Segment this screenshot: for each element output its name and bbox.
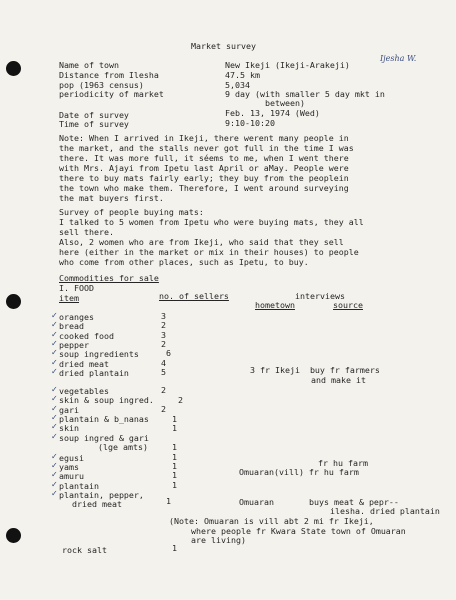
page-title: Market survey [191,41,256,51]
list-item: rock salt [62,545,107,555]
seller-count: 3 [161,311,166,321]
list-item: yams [59,462,79,472]
list-item: skin [59,423,79,433]
list-item: soup ingredients [59,349,139,359]
column-interviews: interviews [295,291,345,301]
note-line: the market, and the stalls never got full in the time I was [59,143,354,153]
header-value-periodicity: 9 day (with smaller 5 day mkt in [225,89,385,99]
seller-count: 1 [172,480,177,490]
note-line: there. It was more full, it séems to me, when I went there [59,153,349,163]
list-item: dried plantain [59,368,129,378]
seller-count: 2 [161,385,166,395]
seller-count: 1 [172,470,177,480]
column-hometown: hometown [255,300,295,310]
list-item: amuru [59,471,84,481]
seller-count: 2 [178,395,183,405]
list-item: dried meat [72,499,122,509]
check-mark-icon: ✓ [51,470,58,479]
check-mark-icon: ✓ [51,320,58,329]
seller-count: 2 [161,320,166,330]
seller-count: 1 [172,414,177,424]
note-line: with Mrs. Ajayi from Ipetu last April or aMay. People were [59,163,349,173]
list-item: vegetables [59,386,109,396]
interview-note: where people fr Kwara State town of Omuaran [191,526,406,536]
check-mark-icon: ✓ [51,422,58,431]
note-line: there to buy mats fairly early; they buy from the peoplein [59,173,349,183]
seller-count: 5 [161,367,166,377]
check-mark-icon: ✓ [51,385,58,394]
check-mark-icon: ✓ [51,404,58,413]
check-mark-icon: ✓ [51,452,58,461]
seller-count: 6 [166,348,171,358]
check-mark-icon: ✓ [51,461,58,470]
seller-count: 4 [161,358,166,368]
survey-line: I talked to 5 women from Ipetu who were buying mats, they all [59,217,364,227]
interview-note: Omuaran(vill) fr hu farm [239,467,359,477]
header-value-pop: 5,034 [225,80,250,90]
header-value-date: Feb. 13, 1974 (Wed) [225,108,320,118]
check-mark-icon: ✓ [51,367,58,376]
list-item: skin & soup ingred. [59,395,154,405]
check-mark-icon: ✓ [51,358,58,367]
check-mark-icon: ✓ [51,489,58,498]
check-mark-icon: ✓ [51,330,58,339]
header-label-time: Time of survey [59,119,129,129]
header-label-periodicity: periodicity of market [59,89,164,99]
binder-hole-bottom [6,528,21,543]
handwritten-annotation: Ijesha W. [380,54,417,63]
header-label-distance: Distance from Ilesha [59,70,159,80]
binder-hole-top [6,61,21,76]
seller-count: 1 [172,452,177,462]
list-item: pepper [59,340,89,350]
note-line: Note: When I arrived in Ikeji, there werent many people in [59,133,349,143]
list-item: dried meat [59,359,109,369]
list-item: plantain & b_nanas [59,414,149,424]
interview-note: and make it [311,375,366,385]
seller-count: 1 [166,496,171,506]
check-mark-icon: ✓ [51,339,58,348]
list-item: bread [59,321,84,331]
section-food: I. FOOD [59,283,94,293]
survey-line: Also, 2 women who are from Ikeji, who said that they sell [59,237,344,247]
column-sellers: no. of sellers [159,291,229,301]
header-value-distance: 47.5 km [225,70,260,80]
interview-note: 3 fr Ikeji buy fr farmers [250,365,380,375]
header-label-date: Date of survey [59,110,129,120]
check-mark-icon: ✓ [51,348,58,357]
header-label-pop: pop (1963 census) [59,80,144,90]
check-mark-icon: ✓ [51,432,58,441]
interview-note: are living) [191,535,246,545]
list-item: plantain [59,481,99,491]
interview-note: Omuaran [239,497,274,507]
seller-count: 1 [172,461,177,471]
seller-count: 2 [161,404,166,414]
interview-note: fr hu farm [318,458,368,468]
note-line: the mat buyers first. [59,193,164,203]
list-item: cooked food [59,331,114,341]
seller-count: 2 [161,339,166,349]
header-label-town: Name of town [59,60,119,70]
list-item: gari [59,405,79,415]
seller-count: 1 [172,442,177,452]
header-value-periodicity-cont: between) [265,98,305,108]
interview-note: (Note: Omuaran is vill abt 2 mi fr Ikeji, [169,516,374,526]
check-mark-icon: ✓ [51,394,58,403]
list-item: egusi [59,453,84,463]
check-mark-icon: ✓ [51,311,58,320]
column-source: source [333,300,363,310]
seller-count: 1 [172,423,177,433]
check-mark-icon: ✓ [51,413,58,422]
interview-note: ilesha. dried plantain [330,506,440,516]
seller-count: 1 [172,543,177,553]
list-item: oranges [59,312,94,322]
survey-line: sell there. [59,227,114,237]
check-mark-icon: ✓ [51,480,58,489]
survey-line: here (either in the market or mix in their houses) to people [59,247,359,257]
interview-note: buys meat & pepr-- [309,497,399,507]
header-value-town: New Ikeji (Ikeji-Arakeji) [225,60,350,70]
list-item: plantain, pepper, [59,490,144,500]
survey-line: who come from other places, such as Ipetu, to buy. [59,257,309,267]
column-item: item [59,293,79,303]
binder-hole-middle [6,294,21,309]
list-item: (lge amts) [98,442,148,452]
header-value-time: 9:10-10:20 [225,118,275,128]
commodities-heading: Commodities for sale [59,273,159,283]
seller-count: 3 [161,330,166,340]
list-item: soup ingred & gari [59,433,149,443]
survey-line: Survey of people buying mats: [59,207,204,217]
note-line: the town who make them. Therefore, I went around surveying [59,183,349,193]
